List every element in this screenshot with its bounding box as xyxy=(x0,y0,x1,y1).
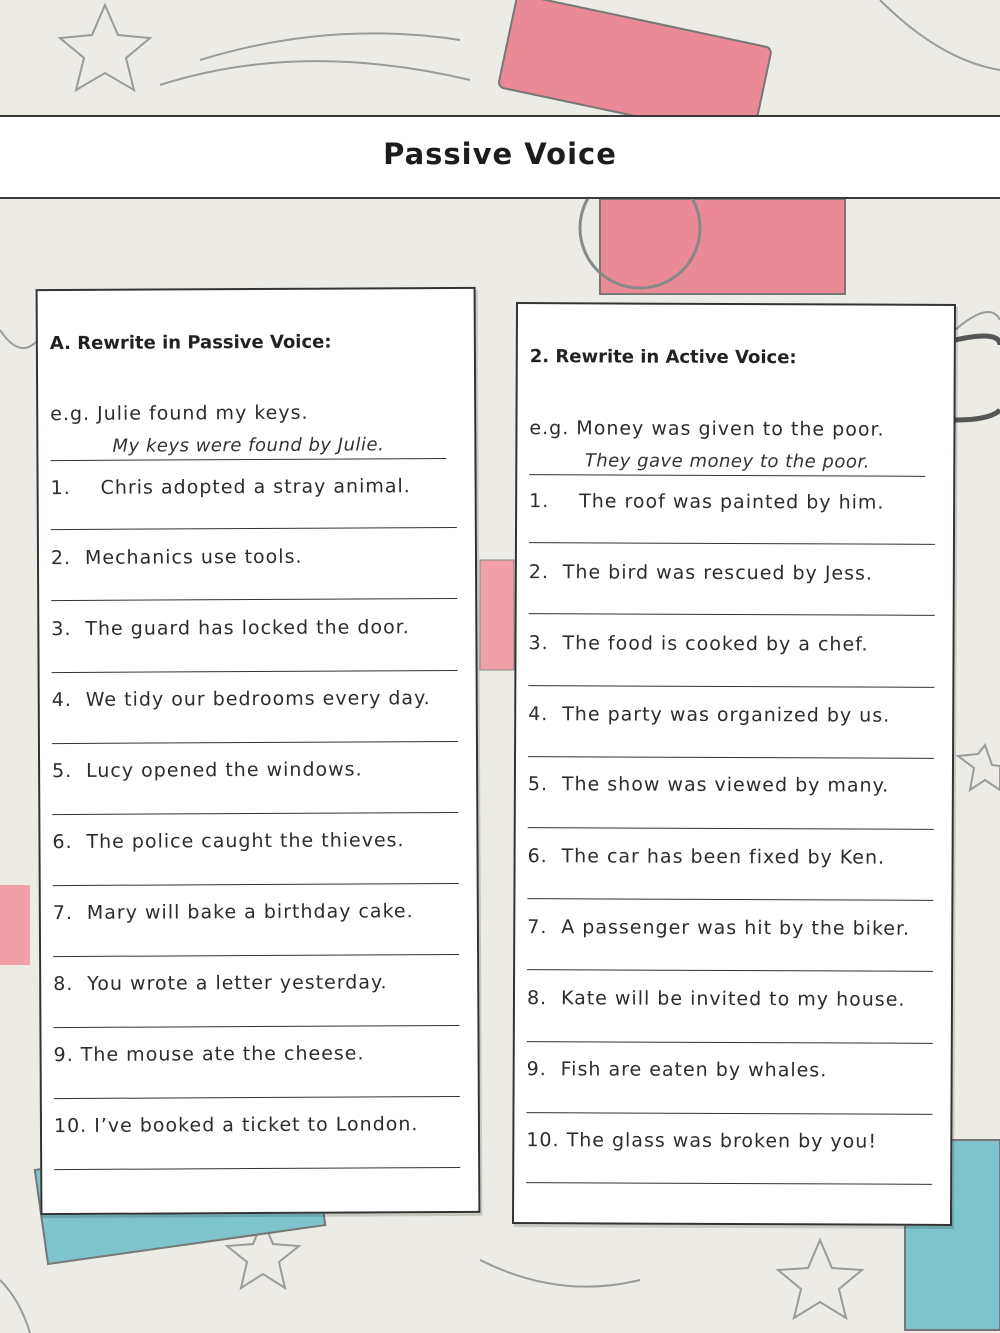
item-number: 4. xyxy=(51,688,72,712)
exercise-item xyxy=(527,987,906,1011)
item-number: 4. xyxy=(528,703,549,726)
item-number: 9. xyxy=(53,1043,74,1067)
item-text: The glass was broken by you! xyxy=(566,1129,878,1153)
answer-line[interactable] xyxy=(529,613,935,616)
answer-line[interactable] xyxy=(528,756,934,759)
answer-line[interactable] xyxy=(526,1112,932,1115)
item-text: The police caught the thieves. xyxy=(86,829,405,853)
item-number: 7. xyxy=(527,916,548,939)
exercise-item xyxy=(528,845,886,869)
exercise-item xyxy=(53,900,414,924)
answer-line[interactable] xyxy=(52,741,458,744)
answer-line[interactable] xyxy=(54,1096,460,1099)
answer-line[interactable] xyxy=(52,670,458,673)
pink-accent xyxy=(480,560,514,670)
item-text: The guard has locked the door. xyxy=(85,616,410,640)
star-icon xyxy=(60,5,150,90)
answer-line[interactable] xyxy=(53,954,459,957)
item-number: 3. xyxy=(528,632,549,655)
answer-line[interactable] xyxy=(527,1041,933,1044)
item-text: The food is cooked by a chef. xyxy=(562,632,869,656)
item-number: 7. xyxy=(52,901,74,925)
exercise-item xyxy=(528,773,889,797)
item-text: You wrote a letter yesterday. xyxy=(87,971,388,995)
exercise-item xyxy=(527,1058,828,1081)
example-answer: My keys were found by Julie. xyxy=(50,434,446,461)
item-number: 1. xyxy=(50,476,71,500)
item-text: Lucy opened the windows. xyxy=(86,758,363,782)
answer-line[interactable] xyxy=(53,883,459,886)
item-number: 10. xyxy=(53,1114,88,1138)
item-text: A passenger was hit by the biker. xyxy=(561,916,911,940)
exercise-item xyxy=(527,916,910,940)
example-prompt: e.g. Julie found my keys. xyxy=(50,401,309,426)
exercise-item xyxy=(54,1042,365,1066)
answer-line[interactable] xyxy=(51,598,457,601)
answer-line[interactable] xyxy=(528,827,934,830)
answer-line[interactable] xyxy=(52,812,458,815)
item-text: The show was viewed by many. xyxy=(561,773,890,797)
item-number: 6. xyxy=(527,845,548,868)
answer-line[interactable] xyxy=(526,1182,932,1185)
star-icon xyxy=(958,745,1000,790)
item-number: 3. xyxy=(51,617,72,641)
exercise-item xyxy=(54,1113,419,1137)
item-number: 8. xyxy=(53,972,74,996)
section-b-heading: 2. Rewrite in Active Voice: xyxy=(529,346,797,369)
item-text: The bird was rescued by Jess. xyxy=(562,561,874,585)
exercise-item xyxy=(52,829,404,853)
item-text: The roof was painted by him. xyxy=(579,490,885,514)
item-number: 1. xyxy=(529,490,550,513)
item-text: I’ve booked a ticket to London. xyxy=(94,1113,419,1137)
exercise-item xyxy=(51,475,411,499)
item-number: 2. xyxy=(528,561,550,584)
title-banner xyxy=(0,115,1000,199)
item-number: 5. xyxy=(527,773,549,796)
item-text: Fish are eaten by whales. xyxy=(560,1058,828,1082)
active-voice-panel xyxy=(512,302,956,1226)
item-text: We tidy our bedrooms every day. xyxy=(85,687,431,711)
star-icon xyxy=(778,1240,862,1318)
pink-accent xyxy=(0,885,30,965)
item-number: 2. xyxy=(50,546,72,570)
item-text: The party was organized by us. xyxy=(562,703,891,727)
answer-line[interactable] xyxy=(529,542,935,545)
item-number: 9. xyxy=(526,1058,547,1081)
answer-line[interactable] xyxy=(54,1167,460,1170)
exercise-item xyxy=(528,632,868,655)
exercise-item xyxy=(51,616,410,640)
exercise-item xyxy=(51,546,303,569)
section-a-heading: A. Rewrite in Passive Voice: xyxy=(49,331,332,355)
glasses-illustration xyxy=(955,336,1000,420)
item-number: 5. xyxy=(52,759,73,783)
item-text: Chris adopted a stray animal. xyxy=(100,475,411,499)
item-number: 10. xyxy=(526,1129,560,1152)
answer-line[interactable] xyxy=(53,1025,459,1028)
exercise-item xyxy=(53,971,387,995)
exercise-item xyxy=(529,490,884,514)
item-number: 6. xyxy=(52,830,73,854)
item-text: Kate will be invited to my house. xyxy=(560,987,906,1011)
item-text: The mouse ate the cheese. xyxy=(80,1042,365,1066)
answer-line[interactable] xyxy=(527,898,933,901)
answer-line[interactable] xyxy=(528,685,934,688)
item-text: Mary will bake a birthday cake. xyxy=(86,900,414,924)
example-answer: They gave money to the poor. xyxy=(529,450,925,477)
exercise-item xyxy=(528,703,890,727)
item-text: The car has been fixed by Ken. xyxy=(561,845,886,869)
exercise-item xyxy=(526,1129,877,1153)
answer-line[interactable] xyxy=(51,527,457,530)
exercise-item xyxy=(52,758,363,782)
example-prompt: e.g. Money was given to the poor. xyxy=(529,417,885,441)
item-number: 8. xyxy=(526,987,548,1010)
exercise-item xyxy=(529,561,873,585)
exercise-item xyxy=(52,687,431,711)
passive-voice-panel xyxy=(36,287,481,1215)
answer-line[interactable] xyxy=(527,969,933,972)
page-title: Passive Voice xyxy=(383,137,617,171)
item-text: Mechanics use tools. xyxy=(84,545,303,569)
